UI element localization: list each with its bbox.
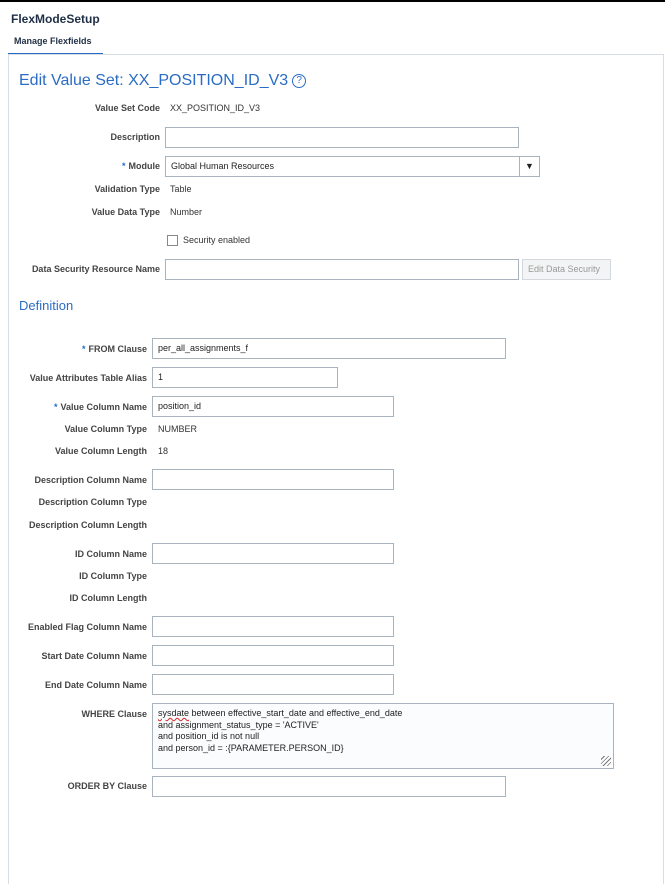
id-column-length-label: ID Column Length [69,593,147,603]
from-clause-label-text: FROM Clause [88,344,147,354]
start-date-column-label: Start Date Column Name [41,651,147,661]
id-column-type-label: ID Column Type [79,571,147,581]
value-set-code-value: XX_POSITION_ID_V3 [170,103,261,113]
value-data-type-value: Number [170,207,203,217]
security-enabled-checkbox[interactable] [167,235,178,246]
value-column-name-label: * Value Column Name [53,402,147,412]
module-label: * Module [121,161,160,171]
description-column-name-label: Description Column Name [34,475,147,485]
id-column-name-label: ID Column Name [74,549,147,559]
value-column-length-value: 18 [158,446,169,456]
alias-label: Value Attributes Table Alias [29,373,147,383]
description-column-name-input[interactable] [152,469,394,490]
value-data-type-label: Value Data Type [91,207,160,217]
value-column-type-label: Value Column Type [64,424,147,434]
app-title: FlexModeSetup [11,12,100,26]
page-title-text: Edit Value Set: XX_POSITION_ID_V3 [19,72,289,89]
value-column-type-value: NUMBER [158,424,198,434]
from-clause-label: * FROM Clause [81,344,147,354]
enabled-flag-column-label: Enabled Flag Column Name [27,622,147,632]
module-select[interactable] [165,156,540,177]
end-date-column-label: End Date Column Name [44,680,147,690]
definition-heading: Definition [19,298,74,313]
from-clause-input[interactable]: per_all_assignments_f [152,338,506,359]
end-date-column-input[interactable] [152,674,394,695]
tab-manage-flexfields[interactable]: Manage Flexfields [8,36,103,55]
help-icon[interactable]: ? [292,74,306,88]
where-clause-textarea[interactable] [152,703,614,769]
data-security-resource-input[interactable] [165,259,519,280]
validation-type-label: Validation Type [94,184,160,194]
chevron-down-icon[interactable]: ▼ [519,157,539,176]
order-by-clause-label: ORDER BY Clause [67,781,147,791]
id-column-name-input[interactable] [152,543,394,564]
order-by-clause-input[interactable] [152,776,506,797]
module-value: Global Human Resources [171,161,275,171]
page-title [19,72,306,90]
validation-type-value: Table [170,184,192,194]
data-security-resource-label: Data Security Resource Name [31,264,160,274]
value-column-name-label-text: Value Column Name [60,402,147,412]
description-label: Description [110,132,160,142]
where-clause-label: WHERE Clause [81,709,147,719]
resize-grip-icon[interactable] [601,756,611,766]
module-label-text: Module [128,161,160,171]
value-column-name-input[interactable]: position_id [152,396,394,417]
spellcheck-word: sysdate [158,708,190,718]
value-set-code-label: Value Set Code [94,103,160,113]
alias-input[interactable]: 1 [152,367,338,388]
value-column-length-label: Value Column Length [54,446,147,456]
where-clause-text: between effective_start_date and effective_end_date and assignment_status_type = 'ACTIVE' and position_id is not null and person_id = :{PARAMETER.PERSON_ID} [158,708,403,753]
enabled-flag-column-input[interactable] [152,616,394,637]
description-input[interactable] [165,127,519,148]
start-date-column-input[interactable] [152,645,394,666]
edit-data-security-button[interactable]: Edit Data Security [522,259,611,280]
security-enabled-label: Security enabled [183,235,251,245]
description-column-type-label: Description Column Type [38,497,147,507]
description-column-length-label: Description Column Length [29,520,147,530]
